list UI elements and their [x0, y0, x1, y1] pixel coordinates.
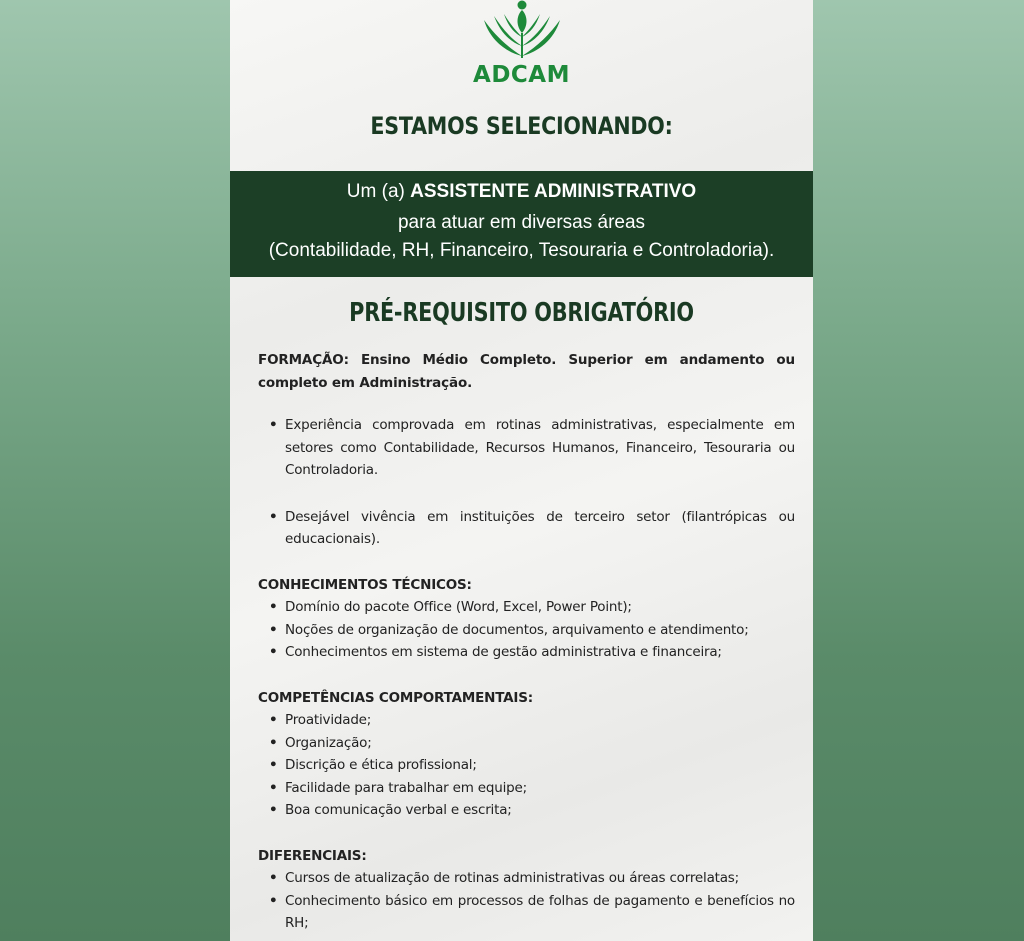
- adcam-logo: [230, 0, 813, 100]
- list-item: • Proatividade;: [258, 709, 795, 732]
- leaf-emblem-icon: [480, 0, 564, 64]
- banner-line-1: [230, 181, 813, 203]
- list-item: • Facilidade para trabalhar em equipe;: [258, 777, 795, 800]
- technical-title: CONHECIMENTOS TÉCNICOS:: [258, 576, 472, 593]
- requirements-list: [258, 414, 795, 482]
- list-item: • Noções de organização de documentos, arquivamento e atendimento;: [258, 619, 795, 642]
- banner-line-2: para atuar em diversas áreas: [397, 212, 646, 233]
- differentials-list: [258, 867, 795, 935]
- list-item: • Organização;: [258, 732, 795, 755]
- behavioral-title: COMPETÊNCIAS COMPORTAMENTAIS:: [258, 689, 533, 706]
- job-poster: [230, 0, 813, 941]
- logo-text: ADCAM: [473, 62, 570, 88]
- behavioral-list: [258, 709, 795, 822]
- prerequisite-title: PRÉ-REQUISITO OBRIGATÓRIO: [349, 298, 694, 328]
- list-item: • Cursos de atualização de rotinas administrativas ou áreas correlatas;: [258, 867, 795, 890]
- position-banner: [230, 171, 813, 277]
- requirements-body: [258, 349, 795, 935]
- list-item: • Discrição e ética profissional;: [258, 754, 795, 777]
- position-title: ASSISTENTE ADMINISTRATIVO: [410, 181, 697, 202]
- banner-line-3: (Contabilidade, RH, Financeiro, Tesouraria e Controladoria).: [268, 240, 775, 261]
- requirements-list-2: [258, 506, 795, 551]
- list-item: • Conhecimentos em sistema de gestão administrativa e financeira;: [258, 641, 795, 664]
- education-requirement: FORMAÇÃO: Ensino Médio Completo. Superior em andamento ou completo em Administração.: [258, 352, 795, 391]
- page-headline: ESTAMOS SELECIONANDO:: [370, 112, 673, 140]
- list-item: • Domínio do pacote Office (Word, Excel, Power Point);: [258, 596, 795, 619]
- banner-prefix: Um (a): [346, 181, 411, 202]
- list-item: • Conhecimento básico em processos de folhas de pagamento e benefícios no RH;: [258, 890, 795, 935]
- differentials-title: DIFERENCIAIS:: [258, 847, 367, 864]
- technical-list: [258, 596, 795, 664]
- list-item: • Experiência comprovada em rotinas administrativas, especialmente em setores como Contabilidade, Recursos Humanos, Financeiro, Tesouraria ou Controladoria.: [258, 414, 795, 482]
- list-item: • Boa comunicação verbal e escrita;: [258, 799, 795, 822]
- list-item: • Desejável vivência em instituições de terceiro setor (filantrópicas ou educacionais).: [258, 506, 795, 551]
